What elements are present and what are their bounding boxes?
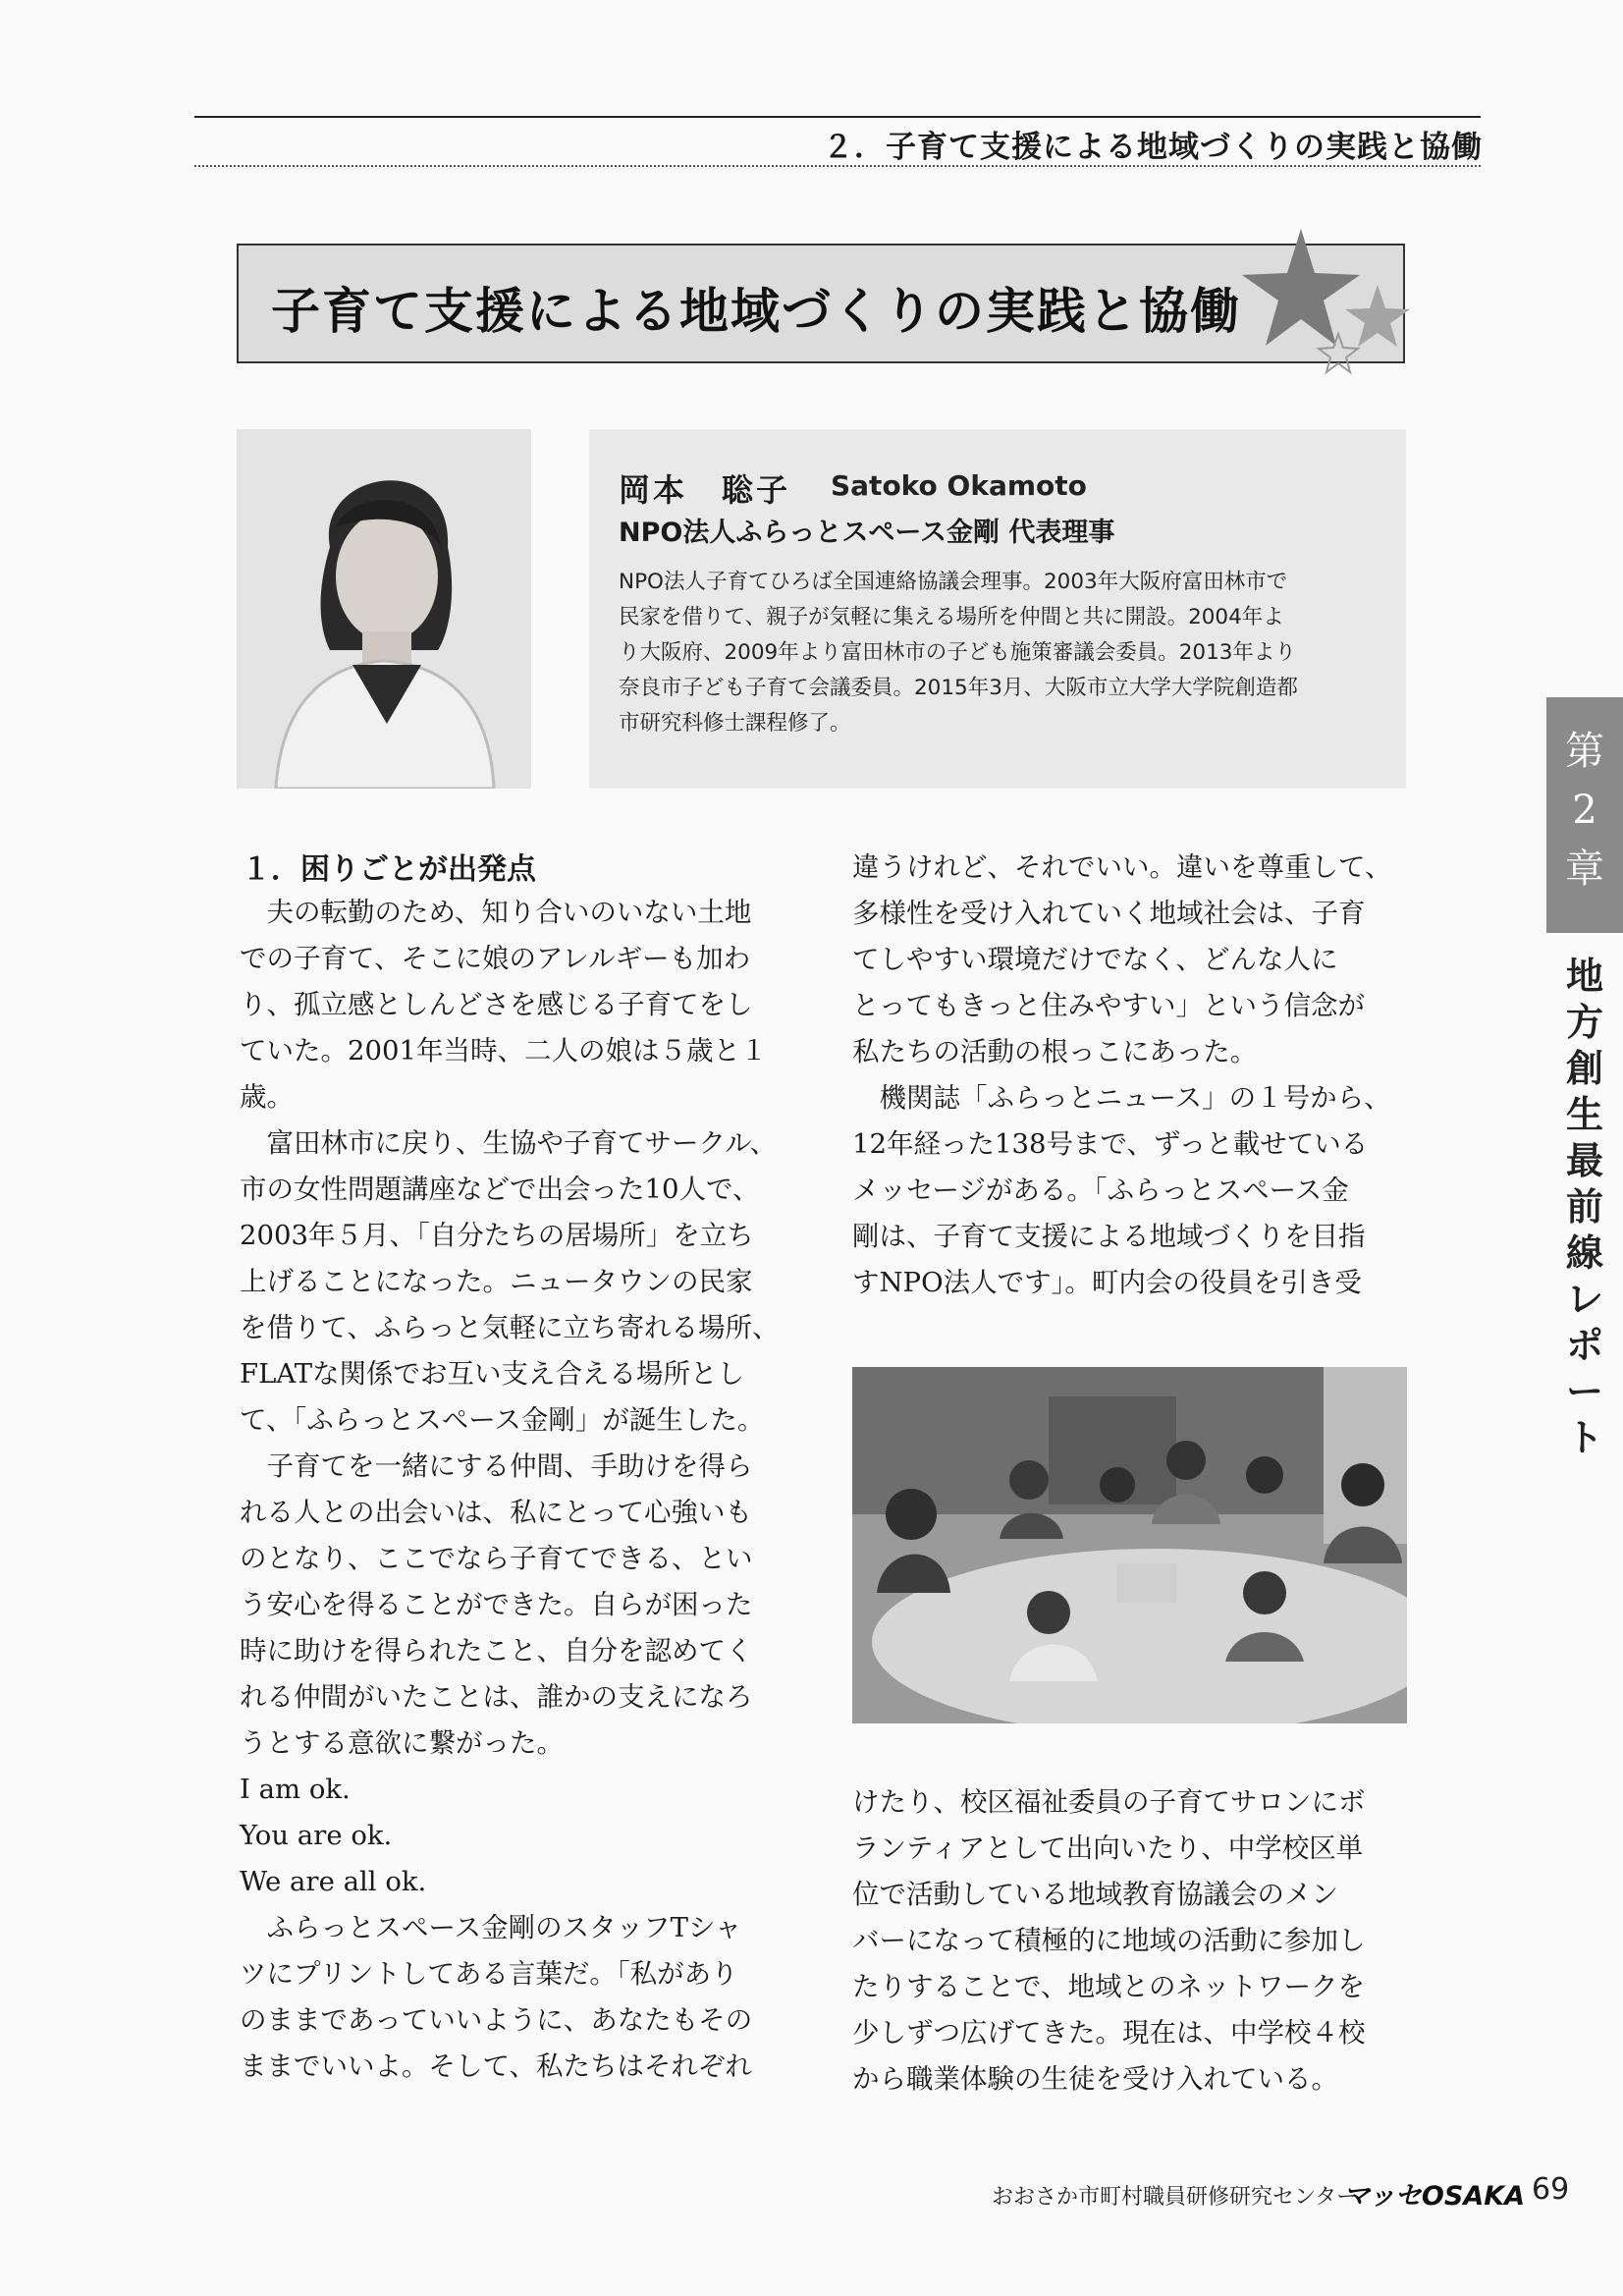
- author-name: 岡本 聡子: [619, 471, 791, 509]
- section-heading: １．困りごとが出発点: [242, 852, 536, 887]
- author-bio: [619, 565, 1384, 741]
- text-line: 12年経った138号まで、ずっと載せている: [852, 1128, 1369, 1160]
- chapter-label: [1546, 722, 1623, 899]
- body-column-right-top: [852, 845, 1412, 1306]
- text-line: 違うけれど、それでいい。違いを尊重して、: [852, 851, 1392, 883]
- text-line: けたり、校区福祉委員の子育てサロンにボ: [852, 1786, 1366, 1818]
- star-medium-icon: [1345, 285, 1410, 347]
- text-line: 機関誌「ふらっとニュース」の１号から、: [852, 1082, 1391, 1114]
- side-title-char: 生: [1565, 1092, 1603, 1136]
- chapter-char: 章: [1565, 847, 1604, 892]
- text-line: のとなり、ここでなら子育てできる、とい: [240, 1543, 753, 1574]
- header-dotted-rule: [194, 165, 1481, 167]
- bio-line: 奈良市子ども子育て会議委員。2015年3月、大阪市立大学大学院創造都: [619, 676, 1298, 700]
- side-title-char: 前: [1565, 1184, 1603, 1229]
- text-line: ふらっとスペース金剛のスタッフTシャ: [240, 1912, 742, 1943]
- text-line: ていた。2001年当時、二人の娘は５歳と１: [240, 1035, 768, 1066]
- side-title-char: ポ: [1565, 1323, 1603, 1367]
- chapter-char: 第: [1565, 729, 1604, 774]
- side-title-char: ー: [1565, 1369, 1603, 1413]
- text-line: う安心を得ることができた。自らが困った: [240, 1589, 753, 1620]
- chapter-char: 2: [1572, 788, 1597, 833]
- text-line: 剛は、子育て支援による地域づくりを目指: [852, 1221, 1366, 1252]
- text-line: 市の女性問題講座などで出会った10人で、: [240, 1174, 760, 1205]
- header-rule: [194, 116, 1481, 118]
- running-header: ２．子育て支援による地域づくりの実践と協働: [823, 130, 1483, 165]
- text-line: うとする意欲に繋がった。: [240, 1727, 564, 1759]
- bio-line: NPO法人子育てひろば全国連絡協議会理事。2003年大阪府富田林市で: [619, 570, 1288, 594]
- text-line: バーになって積極的に地域の活動に参加し: [852, 1925, 1366, 1956]
- side-title-char: ト: [1565, 1415, 1603, 1459]
- text-line: I am ok.: [240, 1774, 351, 1805]
- side-title-char: 最: [1565, 1138, 1603, 1182]
- activity-photo: [852, 1367, 1407, 1723]
- text-line: 子育てを一緒にする仲間、手助けを得ら: [240, 1450, 753, 1482]
- body-column-left: [240, 890, 799, 2090]
- text-line: を借りて、ふらっと気軽に立ち寄れる場所、: [240, 1312, 780, 1343]
- text-line: You are ok.: [240, 1820, 393, 1851]
- author-portrait: [237, 429, 531, 789]
- text-line: 2003年５月、「自分たちの居場所」を立ち: [240, 1220, 754, 1251]
- side-title-char: レ: [1565, 1277, 1603, 1321]
- text-line: たりすることで、地域とのネットワークを: [852, 1971, 1365, 2002]
- author-name-roman: Satoko Okamoto: [831, 469, 1087, 502]
- side-title-char: 地: [1565, 954, 1603, 998]
- text-line: 私たちの活動の根っこにあった。: [852, 1036, 1258, 1067]
- text-line: とってもきっと住みやすい」という信念が: [852, 990, 1365, 1021]
- text-line: 時に助けを得られたこと、自分を認めてく: [240, 1635, 753, 1667]
- text-line: 富田林市に戻り、生協や子育てサークル、: [240, 1127, 777, 1159]
- text-line: れる人との出会いは、私にとって心強いも: [240, 1497, 752, 1528]
- side-title-char: 創: [1565, 1046, 1603, 1090]
- text-line: のままであっていいように、あなたもその: [240, 2004, 753, 2036]
- bio-line: 市研究科修士課程修了。: [619, 711, 851, 736]
- side-title-char: 線: [1565, 1230, 1603, 1275]
- text-line: 位で活動している地域教育協議会のメン: [852, 1879, 1338, 1910]
- text-line: ままでいいよ。そして、私たちはそれぞれ: [240, 2050, 752, 2082]
- body-column-right-bottom: [852, 1779, 1412, 2103]
- text-line: 上げることになった。ニュータウンの民家: [240, 1266, 753, 1297]
- text-line: 少しずつ広げてきた。現在は、中学校４校: [852, 2017, 1366, 2049]
- footer-organization: おおさか市町村職員研修研究センター: [992, 2185, 1359, 2210]
- text-line: での子育て、そこに娘のアレルギーも加わ: [240, 943, 751, 974]
- author-organization: NPO法人ふらっとスペース金剛 代表理事: [619, 518, 1115, 548]
- star-large-icon: [1242, 229, 1360, 346]
- text-line: We are all ok.: [240, 1866, 427, 1897]
- text-line: から職業体験の生徒を受け入れている。: [852, 2063, 1338, 2095]
- text-line: れる仲間がいたことは、誰かの支えになろ: [240, 1681, 753, 1713]
- text-line: てしやすい環境だけでなく、どんな人に: [852, 944, 1338, 975]
- bio-line: り大阪府、2009年より富田林市の子ども施策審議会委員。2013年より: [619, 640, 1296, 665]
- text-line: メッセージがある。「ふらっとスペース金: [852, 1175, 1349, 1206]
- text-line: 夫の転勤のため、知り合いのいない土地: [240, 897, 752, 928]
- page-title: 子育て支援による地域づくりの実践と協働: [271, 283, 1241, 340]
- side-report-title: [1561, 953, 1608, 1460]
- text-line: て、「ふらっとスペース金剛」が誕生した。: [240, 1404, 765, 1436]
- text-line: り、孤立感としんどさを感じる子育てをし: [240, 989, 753, 1020]
- footer-brand-logo: マッセOSAKA: [1343, 2181, 1526, 2212]
- bio-line: 民家を借りて、親子が気軽に集える場所を仲間と共に開設。2004年よ: [619, 605, 1284, 629]
- star-decoration-icon: [1232, 224, 1429, 381]
- side-title-char: 方: [1565, 1000, 1603, 1044]
- page-number: 69: [1532, 2172, 1570, 2207]
- text-line: 歳。: [240, 1081, 294, 1113]
- text-line: 多様性を受け入れていく地域社会は、子育: [852, 898, 1366, 929]
- text-line: ツにプリントしてある言葉だ。「私があり: [240, 1958, 738, 1990]
- text-line: すNPO法人です」。町内会の役員を引き受: [852, 1267, 1362, 1298]
- text-line: ランティアとして出向いたり、中学校区単: [852, 1832, 1364, 1864]
- star-small-icon: [1319, 334, 1358, 372]
- text-line: FLATな関係でお互い支え合える場所とし: [240, 1358, 745, 1390]
